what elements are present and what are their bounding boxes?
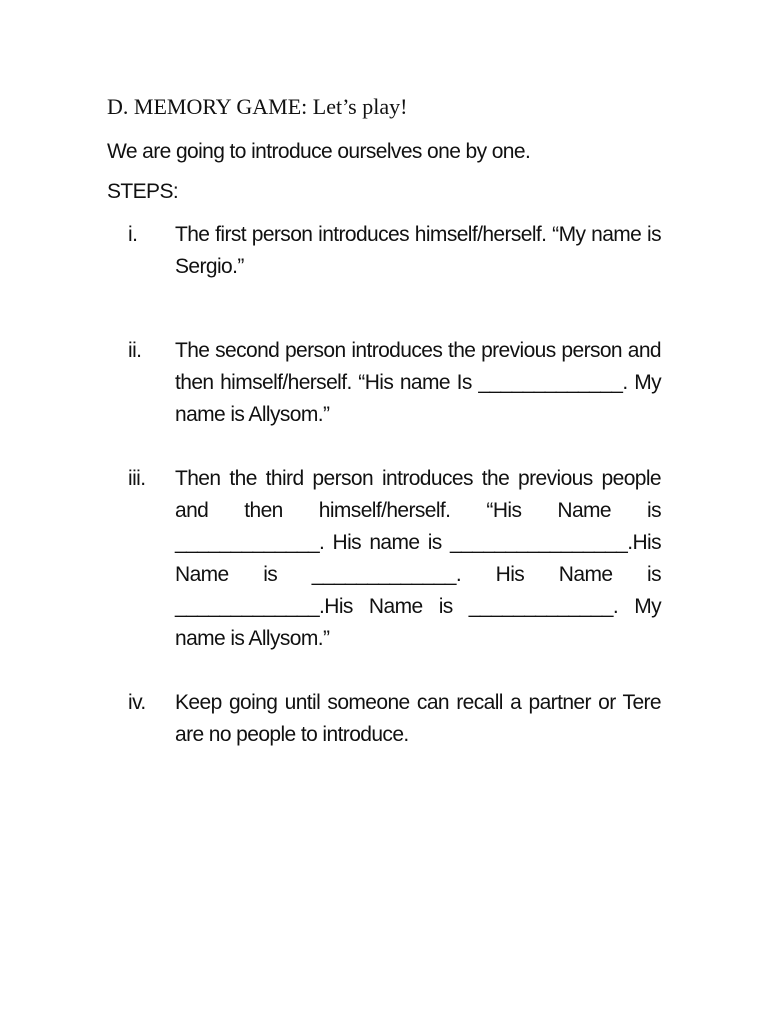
step-number: i. xyxy=(128,223,138,246)
step-text: The first person introduces himself/herself. “My name is Sergio.” xyxy=(175,223,661,278)
step-number: iv. xyxy=(128,691,146,714)
steps-label: STEPS: xyxy=(107,180,179,203)
step-number: ii. xyxy=(128,339,142,362)
step-text: Keep going until someone can recall a partner or Tere are no people to introduce. xyxy=(175,691,661,746)
section-heading: D. MEMORY GAME: Let’s play! xyxy=(107,94,408,119)
step-text: Then the third person introduces the previous people and then himself/herself. “His Name is _____________. His name is ________________.His Name is _____________. His Name is _____________.His Name is _____________. My name is Allysom.” xyxy=(175,467,661,650)
intro-text: We are going to introduce ourselves one by one. xyxy=(107,140,531,163)
step-text: The second person introduces the previous person and then himself/herself. “His name Is _____________. My name is Allysom.” xyxy=(175,339,661,426)
step-number: iii. xyxy=(128,467,146,490)
